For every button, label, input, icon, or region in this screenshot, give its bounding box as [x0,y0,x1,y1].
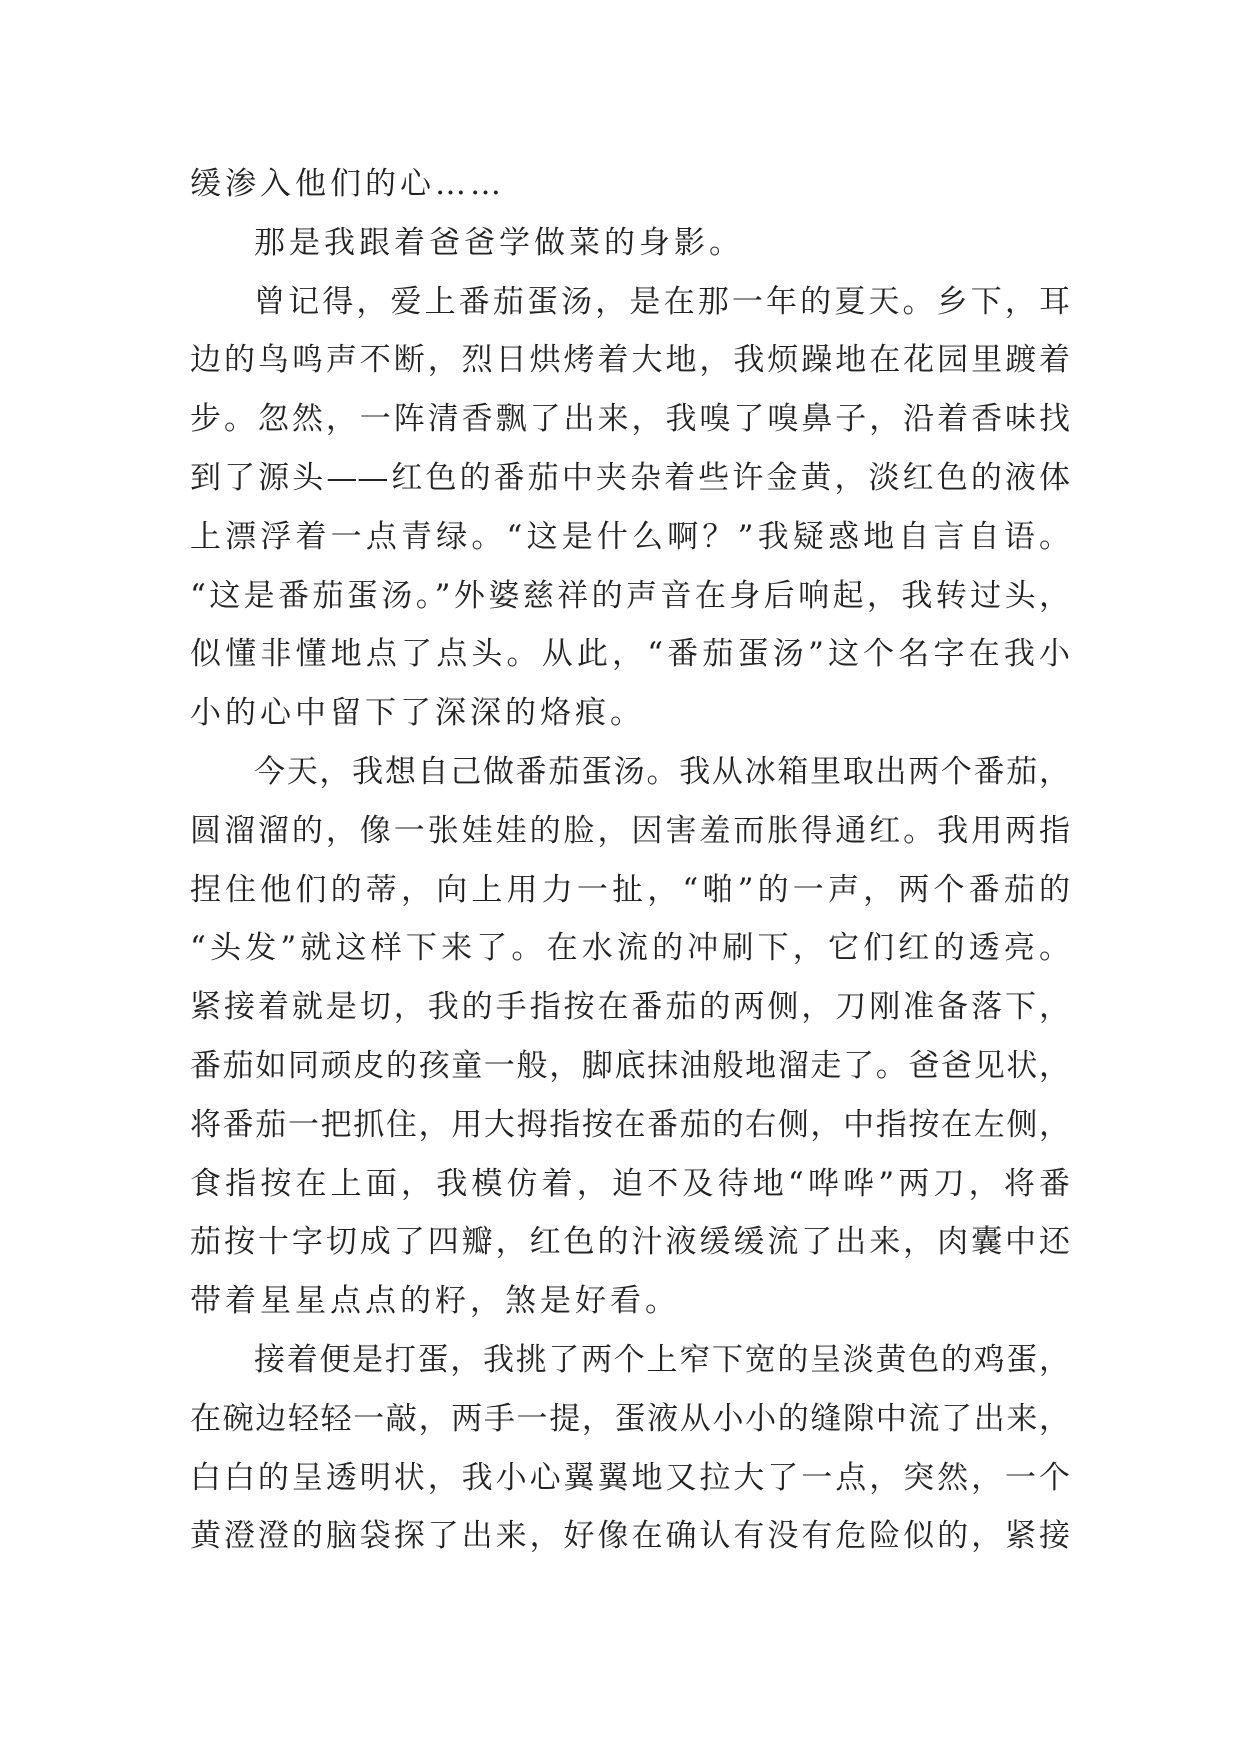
text-line: 小的心中留下了深深的烙痕。 [190,695,645,732]
text-line: 将番茄一把抓住，用大拇指按在番茄的右侧，中指按在左侧， [190,1106,1070,1143]
text-line: 食指按在上面，我模仿着，迫不及待地“哗哗”两刀，将番 [190,1165,1070,1202]
text-line: 茄按十字切成了四瓣，红色的汁液缓缓流了出来，肉囊中还 [190,1224,1070,1261]
text-line: 番茄如同顽皮的孩童一般，脚底抹油般地溜走了。爸爸见状， [190,1047,1070,1084]
text-line: “头发”就这样下来了。在水流的冲刷下，它们红的透亮。 [190,930,1070,967]
text-line: 在碗边轻轻一敲，两手一提，蛋液从小小的缝隙中流了出来， [190,1400,1070,1437]
text-line: 到了源头——红色的番茄中夹杂着些许金黄，淡红色的液体 [190,459,1070,496]
text-line: 似懂非懂地点了点头。从此，“番茄蛋汤”这个名字在我小 [190,636,1070,673]
text-line: 今天，我想自己做番茄蛋汤。我从冰箱里取出两个番茄， [254,753,1070,790]
text-line: 捏住他们的蒂，向上用力一扯，“啪”的一声，两个番茄的 [190,871,1070,908]
text-line: 接着便是打蛋，我挑了两个上窄下宽的呈淡黄色的鸡蛋， [254,1341,1070,1378]
text-line: 边的鸟鸣声不断，烈日烘烤着大地，我烦躁地在花园里踱着 [190,342,1070,379]
text-line: 带着星星点点的籽，煞是好看。 [190,1283,680,1320]
text-line: 那是我跟着爸爸学做菜的身影。 [254,224,744,261]
text-line: 缓渗入他们的心…… [190,166,505,202]
body-text [190,155,1070,1566]
text-line: “这是番茄蛋汤。”外婆慈祥的声音在身后响起，我转过头， [190,577,1070,614]
text-line: 曾记得，爱上番茄蛋汤，是在那一年的夏天。乡下，耳 [254,283,1070,320]
text-line: 圆溜溜的，像一张娃娃的脸，因害羞而胀得通红。我用两指 [190,812,1070,849]
text-line: 黄澄澄的脑袋探了出来，好像在确认有没有危险似的，紧接 [190,1518,1070,1555]
text-line: 白白的呈透明状，我小心翼翼地又拉大了一点，突然，一个 [190,1459,1070,1496]
text-line: 紧接着就是切，我的手指按在番茄的两侧，刀刚准备落下， [190,989,1070,1026]
text-line: 上漂浮着一点青绿。“这是什么啊？”我疑惑地自言自语。 [190,518,1070,555]
text-line: 步。忽然，一阵清香飘了出来，我嗅了嗅鼻子，沿着香味找 [190,401,1070,438]
